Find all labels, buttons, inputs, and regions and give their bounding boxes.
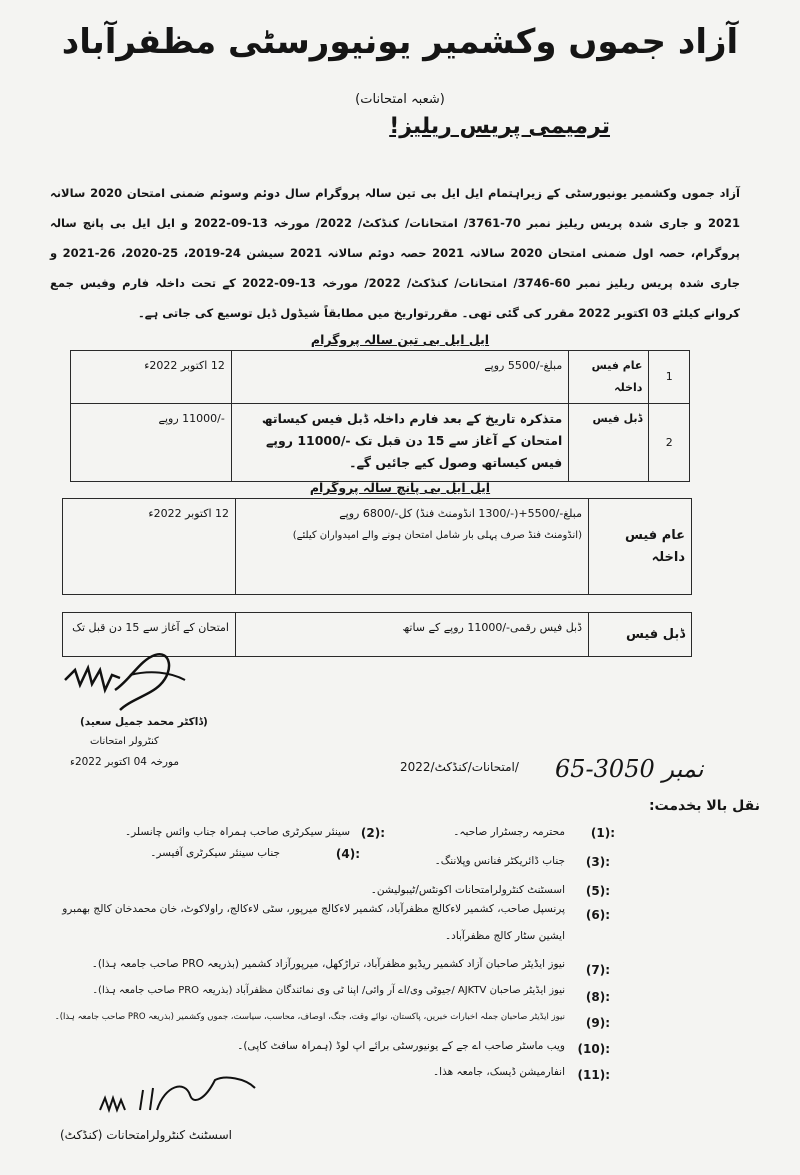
signatory-name: (ڈاکٹر محمد جمیل سعید) — [80, 716, 208, 728]
copy-to-heading: نقل بالا بخدمت: — [648, 798, 760, 814]
row-date: امتحان کے آغاز سے 15 دن قبل تک — [63, 613, 236, 657]
row-detail: متذکرہ تاریخ کے بعد فارم داخلہ ڈبل فیس کیساتھ امتحان کے آغاز سے 15 دن قبل تک -/11000 روپے فیس کیساتھ وصول کیے جائیں گے۔ — [231, 404, 568, 482]
copy-item-text: سینئر سیکرٹری صاحب ہمراہ جناب وائس چانسلر۔ — [124, 826, 350, 838]
row-label: ڈبل فیس — [569, 404, 649, 482]
endowment-note: (انڈومنٹ فنڈ صرف پہلی بار شامل امتحان ہونے والے امیدواران کیلئے) — [292, 530, 582, 541]
copy-item-number: (2): — [360, 826, 385, 840]
copy-item-text: ویب ماسٹر صاحب اے جے کے یونیورسٹی برائے اپ لوڈ (ہمراہ سافٹ کاپی)۔ — [237, 1040, 565, 1052]
llb-3yr-table — [70, 350, 690, 482]
copy-item-number: (5): — [585, 884, 610, 898]
row-date: 12 اکتوبر 2022ء — [71, 351, 232, 404]
copy-item-number: (1): — [590, 826, 615, 840]
copy-item-number: (9): — [585, 1016, 610, 1030]
section1-title: ایل ایل بی تین سالہ پروگرام — [310, 332, 490, 347]
copy-item-text: انفارمیشن ڈیسک، جامعہ ھذا۔ — [433, 1066, 565, 1078]
assistant-controller-label: اسسٹنٹ کنٹرولرامتحانات (کنڈکٹ) — [60, 1128, 232, 1142]
controller-signature — [60, 640, 200, 720]
row-date: -/11000 روپے — [71, 404, 232, 482]
copy-item-text: نیوز ایڈیٹر صاحبان جملہ اخبارات خبریں، پاکستان، نوائے وقت، جنگ، اوصاف، محاسب، سیاست، جموں وکشمیر (بذریعہ PRO صاحب جامعہ ہذا)۔ — [54, 1012, 565, 1022]
copy-item-number: (7): — [585, 963, 610, 977]
university-title: آزاد جموں وکشمیر یونیورسٹی مظفرآباد — [61, 22, 739, 62]
assistant-signature — [95, 1070, 265, 1120]
table-row — [63, 499, 692, 595]
copy-item-number: (3): — [585, 855, 610, 869]
department-subtitle: (شعبہ امتحانات) — [355, 92, 445, 107]
row-number: 1 — [649, 351, 690, 404]
copy-item-number: (11): — [577, 1068, 610, 1082]
copy-item-text: ایشین سٹار کالج مظفرآباد۔ — [444, 930, 565, 942]
row-number: 2 — [649, 404, 690, 482]
copy-item-text: اسسٹنٹ کنٹرولرامتحانات اکونٹس/ٹیبولیشن۔ — [370, 884, 565, 896]
copy-item-number: (4): — [335, 847, 360, 861]
row-date: 12 اکتوبر 2022ء — [63, 499, 236, 595]
row-detail — [236, 499, 589, 595]
section2-title: ایل ایل بی پانچ سالہ پروگرام — [309, 480, 491, 495]
signature-date: مورخہ 04 اکتوبر 2022ء — [70, 756, 180, 768]
press-release-heading: ترمیمی پریس ریلیز! — [389, 114, 610, 139]
reference-number: نمبر 3050-65 — [555, 755, 704, 783]
row-label: ڈبل فیس — [589, 613, 692, 657]
copy-item-number: (10): — [577, 1042, 610, 1056]
row-detail: ڈبل فیس رقمی-/11000 روپے کے ساتھ — [236, 613, 589, 657]
copy-item-text: جناب سینئر سیکرٹری آفیسر۔ — [150, 847, 280, 859]
copy-item-text: جناب ڈائریکٹر فنانس وپلاننگ۔ — [434, 855, 565, 867]
row-label: عام فیس داخلہ — [589, 499, 692, 595]
copy-item-text: پرنسپل صاحب، کشمیر لاءکالج مظفرآباد، کشمیر لاءکالج میرپور، سٹی لاءکالج، راولاکوٹ، خان محمدخان کالج بھمبرو — [62, 903, 565, 915]
llb-5yr-table — [62, 498, 692, 657]
fee-breakdown: مبلغ-/5500+(-/1300 انڈومنٹ فنڈ) کل-/6800 روپے — [339, 507, 582, 520]
reference-line: /امتحانات/کنڈکٹ/2022 — [400, 760, 519, 774]
table-row — [71, 404, 690, 482]
copy-item-text: نیوز ایڈیٹر صاحبان آزاد کشمیر ریڈیو مظفرآباد، تراڑکھل، میرپورآزاد کشمیر (بذریعہ PRO صاحب جامعہ ہذا)۔ — [91, 958, 565, 970]
copy-item-number: (6): — [585, 908, 610, 922]
signatory-title: کنٹرولر امتحانات — [90, 736, 159, 747]
copy-item-text: محترمہ رجسٹرار صاحبہ۔ — [453, 826, 565, 838]
table-row — [71, 351, 690, 404]
table-spacer-row — [63, 595, 692, 613]
row-label: عام فیس داخلہ — [569, 351, 649, 404]
body-paragraph: آزاد جموں وکشمیر یونیورسٹی کے زیراہتمام ایل ایل بی تین سالہ پروگرام سال دوئم وسوئم ضمنی امتحان 2020 سالانہ 2021 و جاری شدہ پریس ریلیز نمبر 70-3761/ امتحانات/ کنڈکٹ/ 2022/ مورخہ 13-09-2022 و ایل ایل بی پانچ سالہ پروگرام، حصہ اول ضمنی امتحان 2020 سالانہ 2021 حصہ دوئم سالانہ 2021 سیشن 24-2019، 25-2020، 26-2021 و جاری شدہ پریس ریلیز نمبر 60-3746/ امتحانات/ کنڈکٹ/ 2022/ مورخہ 13-09-2022 کے تحت داخلہ فارم وفیس جمع کروانے کیلئے 03 اکتوبر 2022 مقرر کی گئی تھی۔ مقررتواریخ میں مطابقاً شیڈول ڈیل توسیع کی جاتی ہے۔ — [50, 186, 740, 320]
copy-item-number: (8): — [585, 990, 610, 1004]
copy-item-text: نیوز ایڈیٹر صاحبان AJKTV /جیوٹی وی/اے آر وائی/ اپنا ٹی وی نمائندگان مظفرآباد (بذریعہ PRO صاحب جامعہ ہذا)۔ — [92, 985, 565, 996]
row-detail: مبلغ-/5500 روپے — [231, 351, 568, 404]
